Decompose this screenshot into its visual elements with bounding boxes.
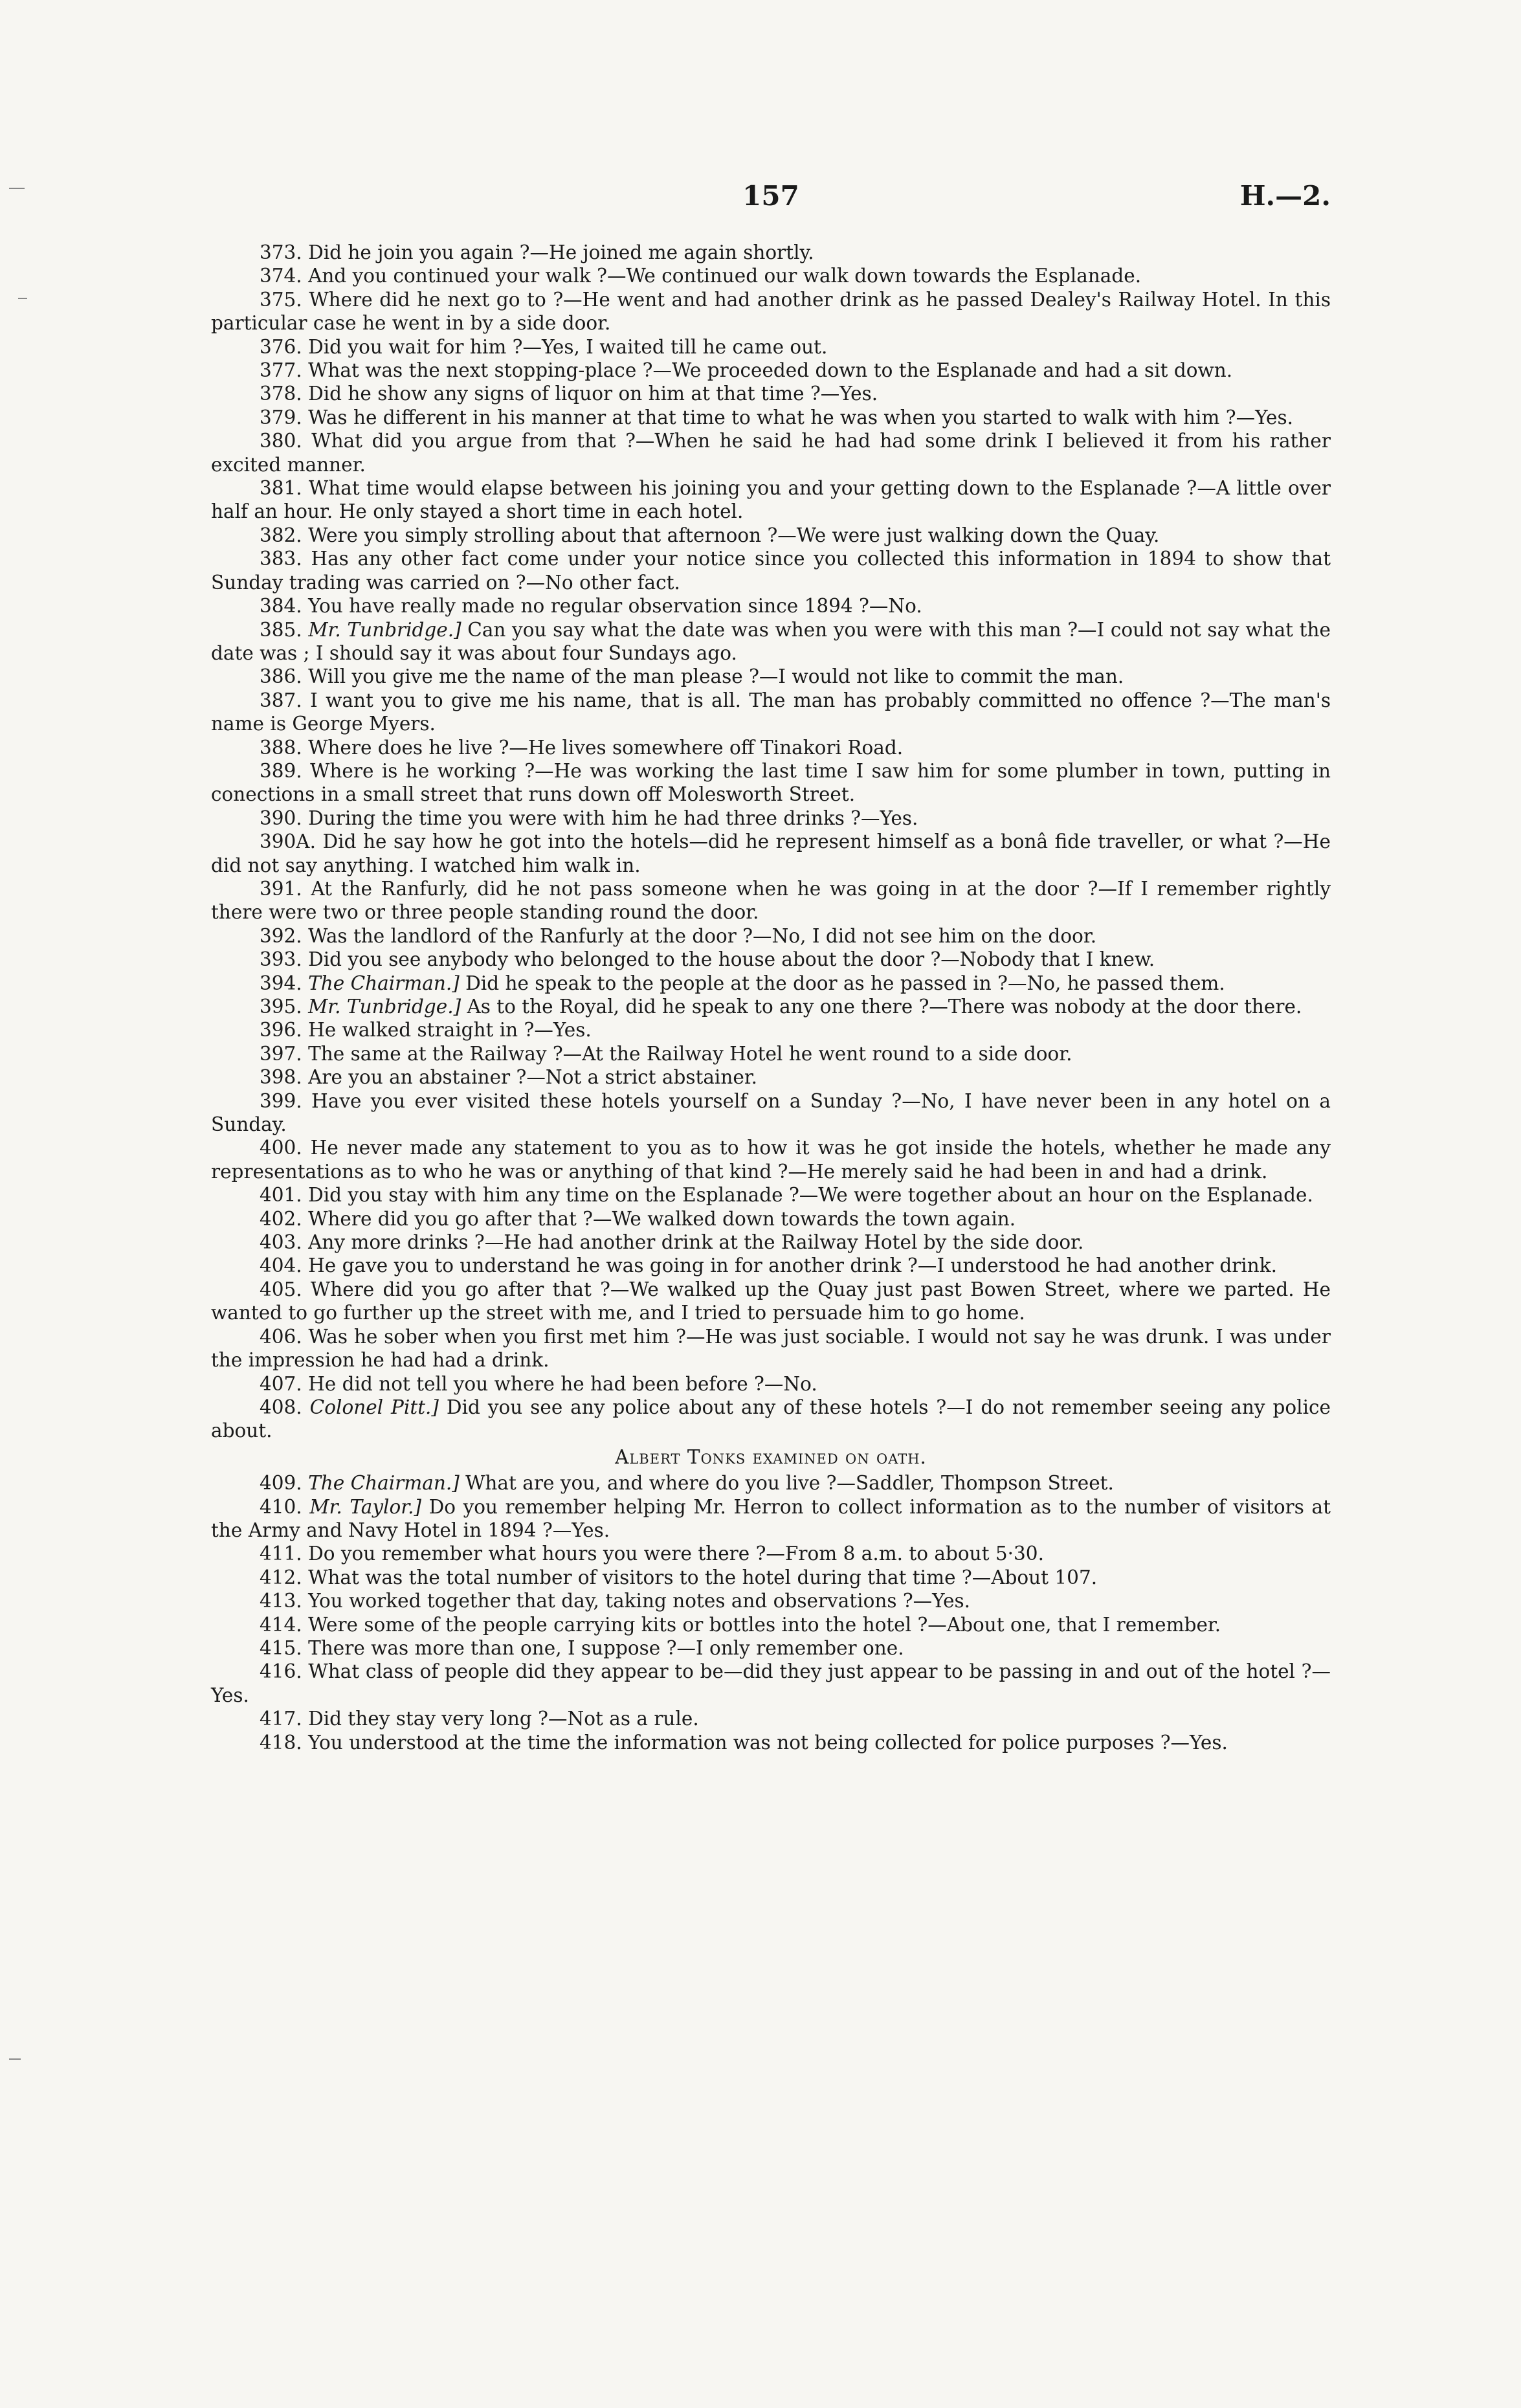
question-answer-text: Did you see anybody who belonged to the house about the door ?—Nobody that I knew. [308,948,1155,971]
question-number: 410. [260,1495,302,1518]
question-answer-paragraph [211,1183,1331,1207]
question-number: 414. [260,1613,302,1636]
question-number: 390. [260,807,302,829]
question-answer-text: What did you argue from that ?—When he said he had had some drink I believed it from his rather excited manner. [211,430,1331,476]
question-answer-text: Did he join you again ?—He joined me again shortly. [308,241,814,263]
question-answer-paragraph [211,1542,1331,1565]
question-answer-paragraph [211,759,1331,807]
witness-heading: Albert Tonks examined on oath. [615,1445,927,1468]
question-answer-text: Did he show any signs of liquor on him at that time ?—Yes. [308,383,878,405]
question-number: 403. [260,1231,302,1254]
question-answer-text: What class of people did they appear to be—did they just appear to be passing in and out of the hotel ?—Yes. [211,1660,1331,1706]
question-answer-text: During the time you were with him he had three drinks ?—Yes. [308,807,918,829]
question-answer-paragraph [211,1495,1331,1543]
question-answer-text: Was he sober when you first met him ?—He was just sociable. I would not say he was drunk. I was under the impression he had had a drink. [211,1325,1331,1372]
question-number: 407. [260,1372,302,1395]
question-answer-text: He gave you to understand he was going in for another drink ?—I understood he had another drink. [308,1254,1278,1277]
question-answer-paragraph [211,1042,1331,1065]
question-number: 399. [260,1089,302,1112]
question-number: 416. [260,1660,302,1683]
question-answer-paragraph [211,359,1331,382]
question-answer-text: He never made any statement to you as to how it was he got inside the hotels, whether he made any representations as to who he was or anything of that kind ?—He merely said he had been in and had a drink. [211,1137,1331,1183]
question-answer-text: Can you say what the date was when you were with this man ?—I could not say what the date was ; I should say it was about four Sundays ago. [211,618,1331,664]
question-number: 390A. [260,831,316,853]
question-answer-paragraph [211,1136,1331,1183]
question-answer-paragraph [211,1065,1331,1089]
question-answer-paragraph [211,665,1331,688]
question-number: 397. [260,1042,302,1065]
question-answer-paragraph [211,241,1331,264]
question-answer-text: Where is he working ?—He was working the last time I saw him for some plumber in town, putting in conections in a small street that runs down off Molesworth Street. [211,759,1331,806]
question-number: 394. [260,972,302,994]
question-number: 375. [260,288,302,311]
question-number: 401. [260,1184,302,1207]
question-answer-paragraph [211,547,1331,594]
document-code: H.—2. [1239,180,1331,212]
question-answer-paragraph [211,1589,1331,1612]
qa-list-2 [211,1471,1331,1754]
question-number: 404. [260,1254,302,1277]
question-answer-text: You worked together that day, taking notes and observations ?—Yes. [308,1590,971,1612]
question-answer-text: Any more drinks ?—He had another drink at the Railway Hotel by the side door. [308,1231,1084,1254]
question-answer-paragraph [211,382,1331,405]
question-answer-text: At the Ranfurly, did he not pass someone when he was going in at the door ?—If I remember rightly there were two or three people standing round the door. [211,877,1331,924]
question-answer-text: Did you stay with him any time on the Esplanade ?—We were together about an hour on the Esplanade. [308,1184,1313,1207]
question-answer-paragraph [211,594,1331,618]
question-answer-paragraph [211,972,1331,995]
question-number: 389. [260,759,302,782]
question-answer-paragraph [211,1278,1331,1325]
question-answer-text: Did he say how he got into the hotels—did he represent himself as a bonâ fide traveller, or what ?—He did not say anything. I watched him walk in. [211,831,1331,876]
question-answer-paragraph [211,1636,1331,1660]
question-answer-paragraph [211,524,1331,547]
question-number: 380. [260,430,302,452]
question-answer-text: He did not tell you where he had been before ?—No. [308,1372,817,1395]
question-number: 405. [260,1278,302,1300]
question-answer-text: As to the Royal, did he speak to any one there ?—There was nobody at the door there. [461,996,1302,1018]
edge-mark [9,2058,21,2060]
edge-mark [9,188,25,189]
question-answer-text: Where did you go after that ?—We walked up the Quay just past Bowen Street, where we parted. He wanted to go further up the street with me, and I tried to persuade him to go home. [211,1278,1331,1324]
question-number: 388. [260,736,302,759]
question-number: 396. [260,1019,302,1042]
question-answer-text: What are you, and where do you live ?—Saddler, Thompson Street. [459,1472,1114,1495]
question-number: 376. [260,335,302,358]
question-number: 393. [260,948,302,971]
question-answer-paragraph [211,1372,1331,1396]
page-header [211,176,1331,221]
question-answer-paragraph [211,807,1331,830]
question-answer-text: What was the total number of visitors to the hotel during that time ?—About 107. [308,1566,1098,1589]
question-answer-text: Did they stay very long ?—Not as a rule. [308,1708,699,1730]
qa-list [211,241,1331,1443]
page-number: 157 [742,180,799,212]
edge-mark [18,298,27,299]
question-number: 418. [260,1731,302,1754]
question-answer-text: Did you see any police about any of these hotels ?—I do not remember seeing any police about. [211,1396,1331,1442]
question-answer-paragraph [211,406,1331,429]
question-answer-paragraph [211,618,1331,665]
question-number: 411. [260,1543,302,1565]
question-answer-text: What was the next stopping-place ?—We proceeded down to the Esplanade and had a sit down. [308,359,1233,382]
question-answer-paragraph [211,1566,1331,1589]
question-answer-paragraph [211,476,1331,524]
question-number: 377. [260,359,302,382]
question-answer-text: He walked straight in ?—Yes. [308,1019,592,1042]
question-answer-text: Were some of the people carrying kits or bottles into the hotel ?—About one, that I remember. [308,1613,1221,1636]
question-answer-text: Did you wait for him ?—Yes, I waited till he came out. [308,335,828,358]
question-answer-paragraph [211,1660,1331,1707]
question-number: 406. [260,1325,302,1348]
question-number: 400. [260,1137,302,1159]
question-number: 385. [260,618,302,641]
question-answer-paragraph [211,264,1331,287]
question-number: 373. [260,241,302,263]
question-answer-paragraph [211,689,1331,736]
question-number: 413. [260,1590,302,1612]
question-number: 391. [260,877,302,900]
question-answer-paragraph [211,335,1331,359]
speaker-label: Mr. Tunbridge.] [308,996,461,1018]
question-answer-text: Are you an abstainer ?—Not a strict abstainer. [308,1066,758,1089]
question-answer-text: You understood at the time the information was not being collected for police purposes ?—Yes. [308,1731,1228,1754]
question-answer-text: Have you ever visited these hotels yourself on a Sunday ?—No, I have never been in any hotel on a Sunday. [211,1089,1331,1136]
question-answer-paragraph [211,1613,1331,1636]
question-answer-paragraph [211,1089,1331,1137]
question-answer-text: Has any other fact come under your notice since you collected this information in 1894 to show that Sunday trading was carried on ?—No other fact. [211,548,1331,594]
question-answer-text: Will you give me the name of the man please ?—I would not like to commit the man. [308,665,1124,688]
question-answer-text: Was the landlord of the Ranfurly at the door ?—No, I did not see him on the door. [308,924,1097,947]
question-answer-text: You have really made no regular observation since 1894 ?—No. [308,595,922,618]
question-answer-paragraph [211,1471,1331,1495]
question-answer-text: I want you to give me his name, that is all. The man has probably committed no offence ?—The man's name is George Myers. [211,689,1331,735]
question-number: 379. [260,406,302,429]
question-answer-text: Were you simply strolling about that afternoon ?—We were just walking down the Quay. [308,524,1160,546]
question-number: 384. [260,595,302,618]
question-answer-paragraph [211,1254,1331,1277]
question-number: 409. [260,1472,302,1495]
speaker-label: Mr. Taylor.] [309,1495,421,1518]
question-answer-text: There was more than one, I suppose ?—I only remember one. [308,1636,904,1659]
question-answer-text: And you continued your walk ?—We continued our walk down towards the Esplanade. [308,265,1142,287]
question-answer-paragraph [211,1231,1331,1254]
question-answer-paragraph [211,429,1331,476]
question-number: 382. [260,524,302,546]
question-number: 408. [260,1396,302,1418]
question-number: 383. [260,548,302,570]
question-answer-paragraph [211,924,1331,948]
question-answer-text: Do you remember what hours you were there ?—From 8 a.m. to about 5·30. [308,1543,1044,1565]
question-number: 378. [260,383,302,405]
question-answer-paragraph [211,1018,1331,1042]
question-number: 392. [260,924,302,947]
question-number: 374. [260,265,302,287]
question-answer-paragraph [211,877,1331,924]
question-answer-paragraph [211,995,1331,1018]
question-answer-text: Was he different in his manner at that time to what he was when you started to walk with him ?—Yes. [308,406,1293,429]
question-answer-paragraph [211,948,1331,971]
question-answer-paragraph [211,1207,1331,1231]
question-answer-text: Do you remember helping Mr. Herron to collect information as to the number of visitors at the Army and Navy Hotel in 1894 ?—Yes. [211,1495,1331,1541]
question-number: 381. [260,477,302,500]
question-answer-paragraph [211,1731,1331,1754]
question-answer-text: Where did he next go to ?—He went and had another drink as he passed Dealey's Railway Hotel. In this particular case he went in by a side door. [211,288,1331,335]
question-answer-paragraph [211,288,1331,335]
speaker-label: Colonel Pitt.] [309,1396,439,1418]
question-number: 387. [260,689,302,711]
question-answer-text: Where does he live ?—He lives somewhere off Tinakori Road. [308,736,904,759]
question-number: 398. [260,1066,302,1089]
question-number: 386. [260,665,302,688]
speaker-label: Mr. Tunbridge.] [308,618,461,641]
question-answer-text: Where did you go after that ?—We walked down towards the town again. [308,1207,1016,1230]
speaker-label: The Chairman.] [308,1472,460,1495]
question-number: 417. [260,1708,302,1730]
question-answer-paragraph [211,830,1331,877]
question-number: 415. [260,1636,302,1659]
speaker-label: The Chairman.] [308,972,460,994]
testimony-body [211,241,1331,1754]
question-answer-paragraph [211,1325,1331,1372]
question-number: 395. [260,996,302,1018]
question-answer-paragraph [211,736,1331,759]
question-number: 402. [260,1207,302,1230]
question-answer-paragraph [211,1707,1331,1730]
question-answer-paragraph [211,1396,1331,1443]
question-number: 412. [260,1566,302,1589]
question-answer-text: The same at the Railway ?—At the Railway Hotel he went round to a side door. [308,1042,1072,1065]
question-answer-text: Did he speak to the people at the door as he passed in ?—No, he passed them. [459,972,1225,994]
question-answer-text: What time would elapse between his joining you and your getting down to the Esplanade ?—A little over half an hour. He only stayed a short time in each hotel. [211,477,1331,523]
